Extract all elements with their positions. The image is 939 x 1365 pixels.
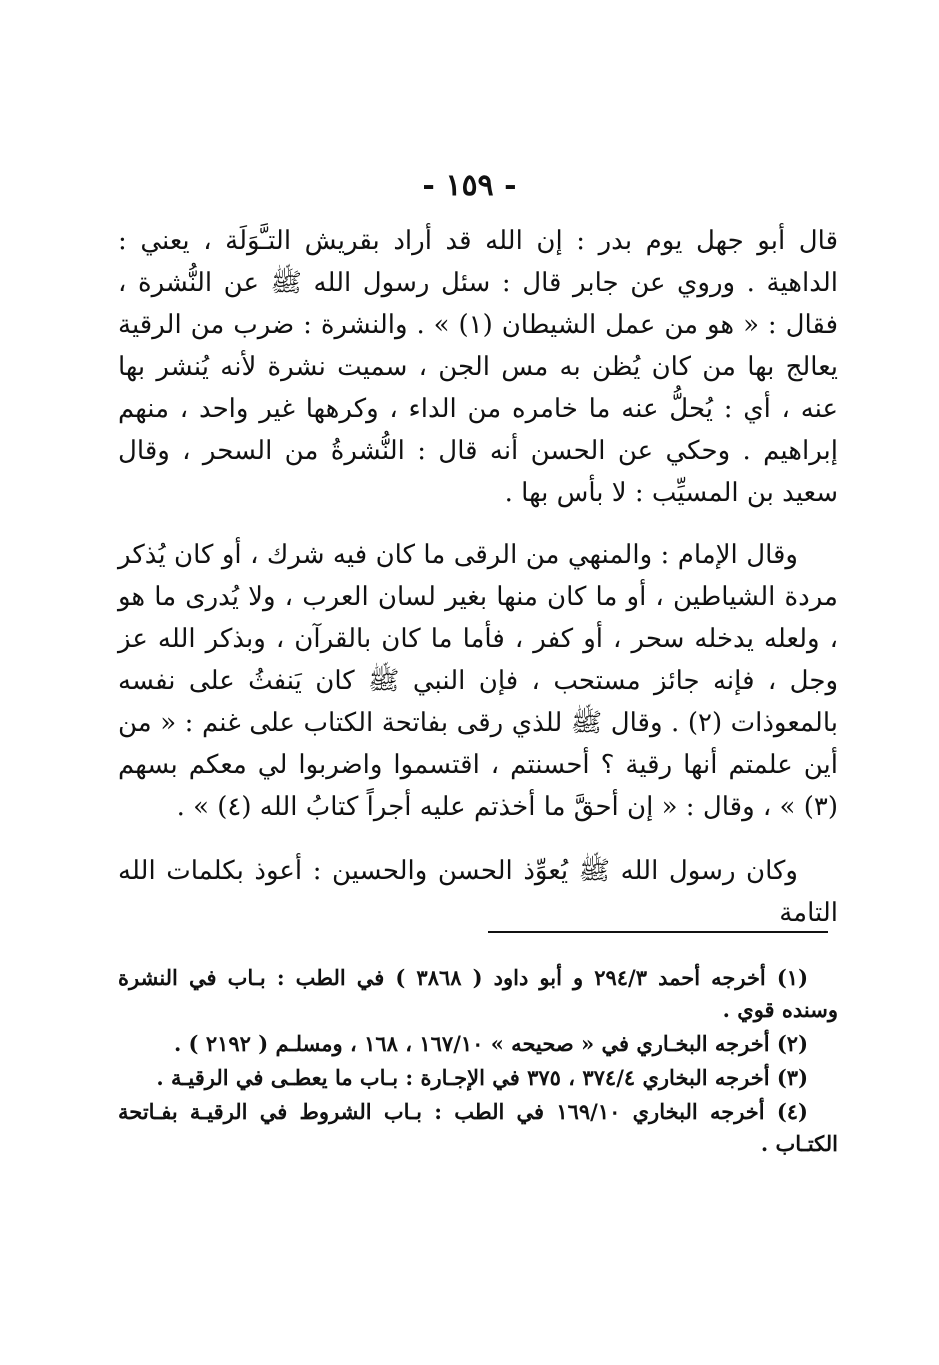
- paragraph-2: وقال الإمام : والمنهي من الرقى ما كان فيه شرك ، أو كان يُذكر مردة الشياطين ، أو ما كان منها بغير لسان العرب ، ولا يُدرى ما هو ، ولعله يدخله سحر ، أو كفر ، فأما ما كان بالقرآن ، وبذكر الله عز وجل ، فإنه جائز مستحب ، فإن النبي ﷺ كان يَنفثُ على نفسه بالمعوذات (٢) . وقال ﷺ للذي رقى بفاتحة الكتاب على غنم : « من أين علمتم أنها رقية ؟ أحسنتم ، اقتسموا واضربوا لي معكم بسهم (٣) » ، وقال : « إن أحقَّ ما أخذتم عليه أجراً كتابُ الله (٤) » .: [118, 540, 838, 822]
- footnote-separator: [488, 931, 828, 933]
- footnote-1: (١) أخرجه أحمد ٢٩٤/٣ و أبو داود ( ٣٨٦٨ ) في الطب : بـاب في النشرة وسنده قوي .: [118, 965, 838, 1022]
- footnote-2: (٢) أخرجه البخـاري في « صحيحه » ١٦٧/١٠ ، ١٦٨ ، ومسلـم ( ٢١٩٢ ) .: [173, 1031, 808, 1056]
- footnote-3: (٣) أخرجه البخاري ٣٧٤/٤ ، ٣٧٥ في الإجـارة : بـاب ما يعطـى في الرقيـة .: [156, 1065, 808, 1090]
- footnote-4: (٤) أخرجه البخاري ١٦٩/١٠ في الطب : بـاب الشروط في الرقيـة بفـاتحة الكتـاب .: [118, 1099, 838, 1156]
- footnotes: [118, 962, 838, 1162]
- paragraph-1: قال أبو جهل يوم بدر : إن الله قد أراد بقريش التـَّوَلَة ، يعني : الداهية . وروي عن جابر قال : سئل رسول الله ﷺ عن النُّشرة ، فقال : « هو من عمل الشيطان (١) » . والنشرة : ضرب من الرقية يعالج بها من كان يُظن به مس الجن ، سميت نشرة لأنه يُنشر بها عنه ، أي : يُحلُّ عنه ما خامره من الداء ، وكرهها غير واحد ، منهم إبراهيم . وحكي عن الحسن أنه قال : النُّشرةُ من السحر ، وقال سعيد بن المسيِّب : لا بأس بها .: [118, 226, 838, 508]
- page-number: - ١٥٩ -: [422, 168, 517, 203]
- paragraph-3: وكان رسول الله ﷺ يُعوِّذ الحسن والحسين : أعوذ بكلمات الله التامة: [118, 856, 838, 928]
